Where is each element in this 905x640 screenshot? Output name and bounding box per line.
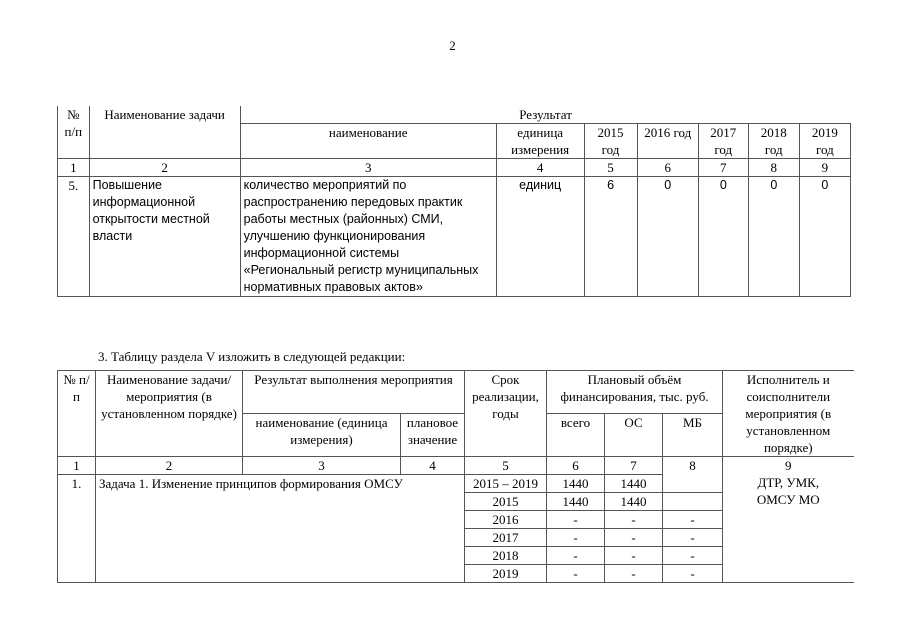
column-numbers-row [58,159,851,177]
row-2016: 0 [637,177,698,297]
column-numbers-row [58,457,854,475]
os-cell: - [605,547,663,565]
header-task: Наименование задачи/ мероприятия (в установленном порядке) [96,371,243,457]
header-executor: Исполнитель и соисполнители мероприятия (в установленном порядке) [723,371,854,457]
section-v-table [57,370,854,583]
col-number: 8 [748,159,799,177]
col-number: 4 [496,159,584,177]
row-name: количество мероприятий по распространению передовых практик работы местных (районных) СМИ, улучшению функционирования информационной системы «Региональный регистр муниципальных нормативных правовых актов» [240,177,496,297]
row-2019: 0 [799,177,850,297]
mb-cell: - [663,565,723,583]
header-2018: 2018 год [748,124,799,159]
col-number: 2 [89,159,240,177]
total-cell: - [547,529,605,547]
term-cell: 2019 [465,565,547,583]
col-number: 1 [58,159,90,177]
header-2015: 2015 год [584,124,637,159]
total-cell: - [547,547,605,565]
header-finance: Плановый объём финансирования, тыс. руб. [547,371,723,414]
col-number: 3 [240,159,496,177]
col-number: 1 [58,457,96,475]
row-unit: единиц [496,177,584,297]
col-number: 3 [243,457,401,475]
os-cell: - [605,529,663,547]
results-table [57,106,851,297]
col-number: 6 [547,457,605,475]
mb-cell [663,475,723,493]
task-title: Задача 1. Изменение принципов формирования ОМСУ [96,475,465,583]
row-2018: 0 [748,177,799,297]
paragraph-instruction: 3. Таблицу раздела V изложить в следующей редакции: [98,349,406,364]
header-result-name: наименование (единица измерения) [243,414,401,457]
executor-cell [723,457,854,583]
mb-cell: - [663,547,723,565]
col-number: 5 [584,159,637,177]
header-no: № п/п [58,371,96,457]
row-2015: 6 [584,177,637,297]
os-cell: 1440 [605,475,663,493]
header-task-name: Наименование задачи [89,106,240,159]
row-task: Повышение информационной открытости местной власти [89,177,240,297]
header-2019: 2019 год [799,124,850,159]
header-result: Результат [240,106,850,124]
col-number: 9 [799,159,850,177]
total-cell: - [547,565,605,583]
header-name: наименование [240,124,496,159]
table-row [58,177,851,297]
row-2017: 0 [698,177,748,297]
term-cell: 2016 [465,511,547,529]
term-cell: 2015 [465,493,547,511]
executor-text: ДТР, УМК, ОМСУ МО [756,475,820,507]
term-cell: 2018 [465,547,547,565]
page-number: 2 [449,38,456,53]
header-result-plan: плановое значение [401,414,465,457]
row-number: 5. [58,177,90,297]
header-unit: единица измерения [496,124,584,159]
col-number: 8 [663,457,723,475]
total-cell: 1440 [547,493,605,511]
os-cell: - [605,511,663,529]
col-number: 9 [785,458,792,473]
total-cell: - [547,511,605,529]
total-cell: 1440 [547,475,605,493]
col-number: 4 [401,457,465,475]
os-cell: - [605,565,663,583]
mb-cell [663,493,723,511]
header-total: всего [547,414,605,457]
term-cell: 2015 – 2019 [465,475,547,493]
col-number: 5 [465,457,547,475]
header-os: ОС [605,414,663,457]
col-number: 7 [605,457,663,475]
header-result: Результат выполнения мероприятия [243,371,465,414]
os-cell: 1440 [605,493,663,511]
col-number: 2 [96,457,243,475]
mb-cell: - [663,511,723,529]
header-term: Срок реализации, годы [465,371,547,457]
header-2016: 2016 год [637,124,698,159]
col-number: 7 [698,159,748,177]
task-number: 1. [58,475,96,583]
header-mb: МБ [663,414,723,457]
mb-cell: - [663,529,723,547]
header-2017: 2017 год [698,124,748,159]
header-no: № п/п [58,106,90,159]
col-number: 6 [637,159,698,177]
term-cell: 2017 [465,529,547,547]
